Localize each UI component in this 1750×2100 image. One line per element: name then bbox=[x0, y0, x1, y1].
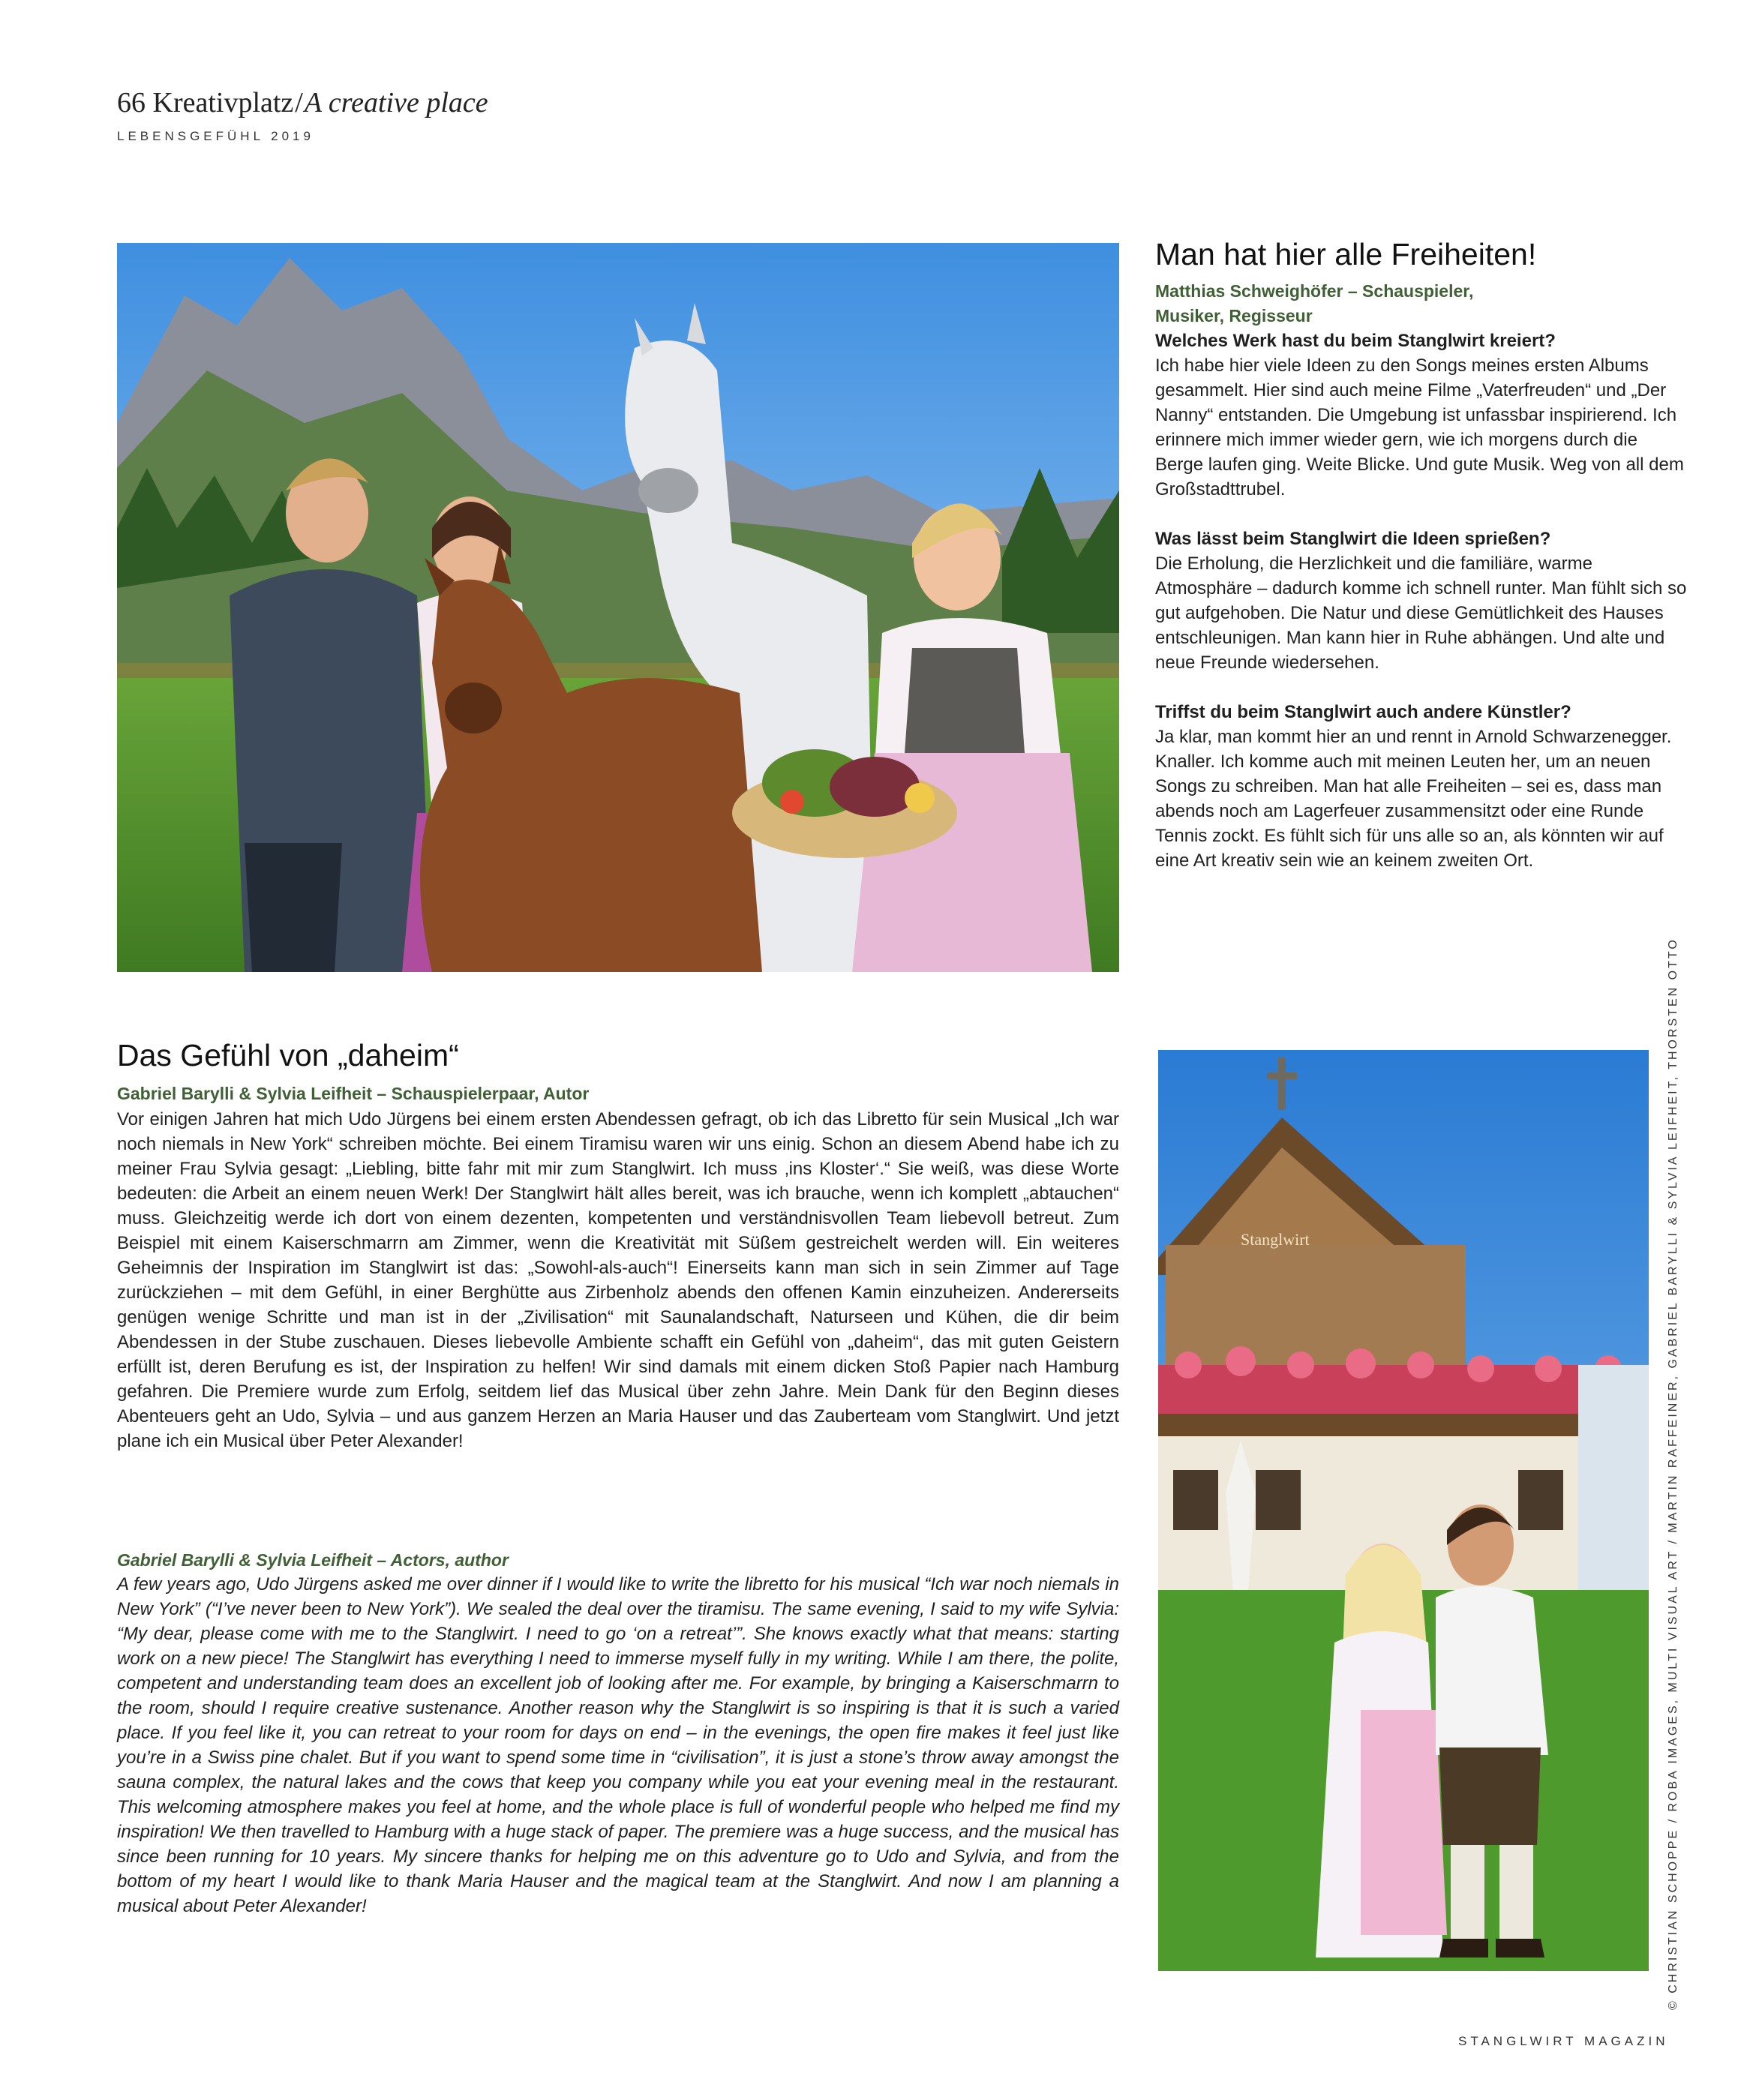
photo-credit: © CHRISTIAN SCHOPPE / ROBA IMAGES, MULTI VISUAL ART / MARTIN RAFFEINER, GABRIEL BARYLLI & SYLVIA LEIFHEIT, THORSTEN OTTO bbox=[1667, 938, 1679, 2010]
photo-couple-at-stanglwirt bbox=[1158, 1050, 1649, 1971]
interview-question: Triffst du beim Stanglwirt auch andere Künstler? bbox=[1155, 702, 1571, 722]
interview-answer: Ja klar, man kommt hier an und rennt in Arnold Schwarzenegger. Knaller. Ich komme auch mit meinen Leuten her, um an neuen Songs zu schreiben. Man hat alle Freiheiten – sei es, dass man abends noch am Lagerfeuer zusammensitzt oder eine Runde Tennis zockt. Es fühlt sich für uns alle so an, als könnten wir auf eine Art kreativ sein wie an keinem zweiten Ort. bbox=[1155, 727, 1672, 871]
article-left-body: Vor einigen Jahren hat mich Udo Jürgens bei einem ersten Abendessen gefragt, ob ich das Libretto für sein Musical „Ich war noch niemals in New York“ schreiben möchte. Bei einem Tiramisu waren wir uns einig. Schon an diesem Abend habe ich zu meiner Frau Sylvia gesagt: „Liebling, bitte fahr mit mir zum Stanglwirt. Ich muss ‚ins Kloster‘.“ Sie weiß, was diese Worte bedeuten: die Arbeit an einem neuen Werk! Der Stanglwirt hält alles bereit, was ich brauche, wenn ich komplett „abtauchen“ muss. Gleichzeitig werde ich dort von einem dezenten, kompetenten und verständnisvollen Team liebevoll betreut. Zum Beispiel mit einem Kaiserschmarrn am Zimmer, wenn die Kreativität mit Süßem gestreichelt werden will. Ein weiteres Geheimnis der Inspiration im Stanglwirt ist das: „Sowohl-als-auch“! Einerseits kann man sich in sein Zimmer auf Tage zurückziehen – mit dem Gefühl, in einer Berghütte aus Zirbenholz abends den offenen Kamin einzuheizen. Andererseits genügen wenige Schritte und man ist in der „Zivilisation“ mit Saunalandschaft, Naturseen und Kühen, die dir beim Abendessen in der Stube zuschauen. Dieses liebevolle Ambiente schafft ein Gefühl von „daheim“, das mit guten Geistern erfüllt ist, deren Berufung es ist, der Inspiration zu helfen! Wir sind damals mit einem dicken Stoß Papier nach Hamburg gefahren. Die Premiere wurde zum Erfolg, seitdem lief das Musical über zehn Jahre. Mein Dank für den Beginn dieses Abenteuers geht an Udo, Sylvia – und aus ganzem Herzen an Maria Hauser und das Zauberteam vom Stanglwirt. Und jetzt plane ich ein Musical über Peter Alexander! bbox=[117, 1109, 1119, 1451]
interview-answer: Ich habe hier viele Ideen zu den Songs meines ersten Albums gesammelt. Hier sind auch meine Filme „Vaterfreuden“ und „Der Nanny“ entstanden. Die Umgebung ist unfassbar inspirierend. Ich erinnere mich immer wieder gern, wie ich morgens durch die Berge laufen ging. Weite Blicke. Und gute Musik. Weg von all dem Großstadttrubel. bbox=[1155, 356, 1684, 500]
article-left-en-byline: Gabriel Barylli & Sylvia Leifheit – Actors, author bbox=[117, 1550, 509, 1570]
section-title-en: A creative place bbox=[304, 87, 488, 118]
article-right-body bbox=[1155, 328, 1688, 898]
interview-question: Was lässt beim Stanglwirt die Ideen sprießen? bbox=[1155, 529, 1551, 549]
article-left-title: Das Gefühl von „daheim“ bbox=[117, 1038, 459, 1072]
article-right-title: Man hat hier alle Freiheiten! bbox=[1155, 237, 1537, 272]
magazine-footer: STANGLWIRT MAGAZIN bbox=[1458, 2034, 1669, 2048]
section-separator: / bbox=[295, 87, 303, 118]
qa-paragraph bbox=[1155, 700, 1688, 873]
section-title-de: Kreativplatz bbox=[152, 87, 294, 118]
article-left-byline: Gabriel Barylli & Sylvia Leifheit – Schauspielerpaar, Autor bbox=[117, 1084, 590, 1103]
header-subline: LEBENSGEFÜHL 2019 bbox=[117, 129, 314, 143]
building-sign: Stanglwirt bbox=[1241, 1230, 1310, 1249]
qa-paragraph bbox=[1155, 526, 1688, 675]
page-number: 66 bbox=[117, 87, 146, 118]
photo-group-with-horses bbox=[117, 243, 1119, 972]
byline-line-2: Musiker, Regisseur bbox=[1155, 306, 1313, 326]
byline-line-1: Matthias Schweighöfer – Schauspieler, bbox=[1155, 281, 1474, 301]
qa-paragraph bbox=[1155, 328, 1688, 502]
article-left-en-body: A few years ago, Udo Jürgens asked me over dinner if I would like to write the libretto for his musical “Ich war noch niemals in New York” (“I’ve never been to New York”). We sealed the deal over the tiramisu. The same evening, I said to my wife Sylvia: “My dear, please come with me to the Stanglwirt. I need to go ‘on a retreat’”. She knows exactly what that means: starting work on a new piece! The Stanglwirt has everything I need to immerse myself fully in my writing. While I am there, the polite, competent and understanding team does an excellent job of looking after me. For example, by bringing a Kaiserschmarrn to the room, should I require creative sustenance. Another reason why the Stanglwirt is so inspiring is that it is such a varied place. If you feel like it, you can retreat to your room for days on end – in the evenings, the open fire makes it feel just like you’re in a Swiss pine chalet. But if you want to spend some time in “civilisation”, it is just a stone’s throw away amongst the sauna complex, the natural lakes and the cows that keep you company while you eat your evening meal in the restaurant. This welcoming atmosphere makes you feel at home, and the whole place is full of wonderful people who helped me find my inspiration! We then travelled to Hamburg with a huge stack of paper. The premiere was a huge success, and the musical has since been running for 10 years. My sincere thanks for helping me on this adventure go to Udo and Sylvia, and from the bottom of my heart I would like to thank Maria Hauser and the magical team at the Stanglwirt. And now I am planning a musical about Peter Alexander! bbox=[117, 1574, 1119, 1916]
interview-answer: Die Erholung, die Herzlichkeit und die familiäre, warme Atmosphäre – dadurch komme ich schnell runter. Man fühlt sich so gut aufgehoben. Die Natur und diese Gemütlichkeit des Hauses entschleunigen. Man kann hier in Ruhe abhängen. Und alte und neue Freunde wiedersehen. bbox=[1155, 554, 1687, 673]
article-right-byline bbox=[1155, 279, 1545, 328]
interview-question: Welches Werk hast du beim Stanglwirt kreiert? bbox=[1155, 331, 1556, 351]
page-header bbox=[117, 88, 488, 117]
